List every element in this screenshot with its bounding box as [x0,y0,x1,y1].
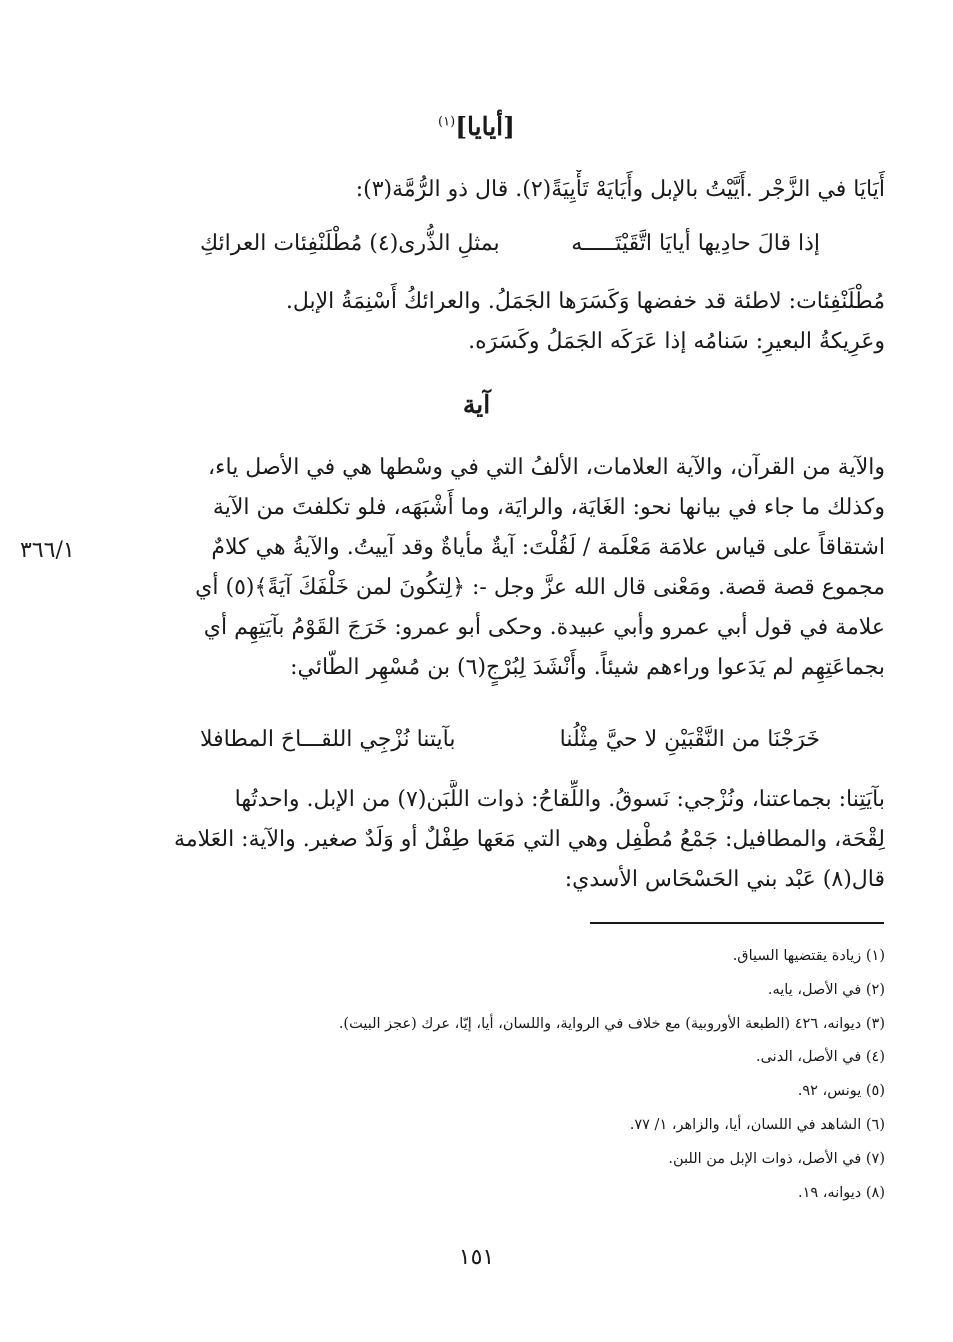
heading-text: [أيايا] [455,112,515,141]
footnotes [150,940,885,1210]
text-line: أَيَايَا في الزَّجْر .أَيَّيْتُ بالإبل وأَيَايَهْ تَأْيِيَةً(٢). قال ذو الرُّمَّة(٣): [355,177,885,202]
verse-first-hemistich: إذا قالَ حادِيها أيايَا اتَّقَيْتَـــــه [571,231,820,256]
footnote: (٣) ديوانه، ٤٢٦ (الطبعة الأوروبية) مع خلاف في الرواية، واللسان، أيا، إيّا، عرك (عجز البيت). [338,1015,885,1032]
margin-reference: ٣٦٦/١ [20,538,75,563]
footnote: (٢) في الأصل، يايه. [767,981,885,998]
section-1-intro [140,170,885,210]
footnote: (٨) ديوانه، ١٩. [797,1184,885,1201]
entry-heading-aya [0,390,953,419]
footnote-ref: (١) [438,114,456,130]
footnote-separator [590,922,884,924]
text-line: وكذلك ما جاء في بيانها نحو: الغَايَة، والرايَة، وما أَشْبَهَه، فلو تكلفتَ من الآية [212,495,885,520]
text-line: لِقْحَة، والمطافيل: جَمْعُ مُطْفِل وهي التي مَعَها طِفْلٌ أو وَلَدٌ صغير. والآية: العَلامة [174,827,885,852]
section-2-commentary [140,780,885,900]
footnote: (٥) يونس، ٩٢. [797,1083,885,1100]
footnote: (٤) في الأصل، الدنى. [755,1049,885,1066]
text-line: بجماعَتِهِم لم يَدَعوا وراءهم شيئاً. وأَنْشَدَ لِبُرْجٍ(٦) بن مُسْهِر الطّائي: [290,655,885,680]
text-line: قال(٨) عَبْد بني الحَسْحَاس الأسدي: [564,867,885,892]
entry-heading-ayaya [0,112,953,141]
text-line: علامة في قول أبي عمرو وأبي عبيدة. وحكى أبو عمرو: خَرَجَ القَوْمُ بآيَتِهِم أي [203,615,885,640]
text-line: وعَرِيكةُ البعيرِ: سَنامُه إذا عَرَكَه الجَمَلُ وكَسَرَه. [468,329,885,354]
page-number: ١٥١ [458,1245,495,1270]
footnote: (٧) في الأصل، ذوات الإبل من اللبن. [668,1150,885,1167]
verse-2 [200,718,820,762]
text-line: والآية من القرآن، والآية العلامات، الألفُ التي في وسْطها هي في الأصل ياء، [208,455,885,480]
text-line: اشتقاقاً على قياس علامَة مَعْلَمة / لَقُلْتَ: آيةٌ مأياةٌ وقد آييتُ. والآيةُ هي كلامٌ [211,535,885,560]
section-2-paragraph [140,448,885,688]
verse-second-hemistich: بآيتنا نُزْجِي اللقـــاحَ المطافلا [200,727,456,752]
text-line: مُطْلَنْفِئات: لاطئة قد خفضها وَكَسَرَها الجَمَلُ. والعرائكُ أَسْنِمَةُ الإبل. [285,289,885,314]
verse-first-hemistich: خَرَجْنَا من النَّقْبَيْنِ لا حيَّ مِثْلُنا [559,727,820,752]
text-line: مجموع قصة قصة. ومَعْنى قال الله عزَّ وجل -: ﴿لِتكُونَ لمن خَلْفَكَ آيَةً﴾(٥) أي [195,575,885,600]
footnote: (١) زيادة يقتضيها السياق. [732,948,885,964]
footnote: (٦) الشاهد في اللسان، أيا، والزاهر، ١/ ٧٧. [629,1116,885,1133]
heading-text: آية [462,390,491,419]
verse-second-hemistich: بمثلِ الذُّرى(٤) مُطْلَنْفِئات العرائكِ [200,231,500,256]
text-line: بآيَتِنا: بجماعتنا، ونُزْجي: نَسوقُ. واللِّقاحُ: ذوات اللَّبَن(٧) من الإبل. واحدتُها [234,787,885,812]
section-1-commentary [140,282,885,362]
verse-1 [200,222,820,266]
